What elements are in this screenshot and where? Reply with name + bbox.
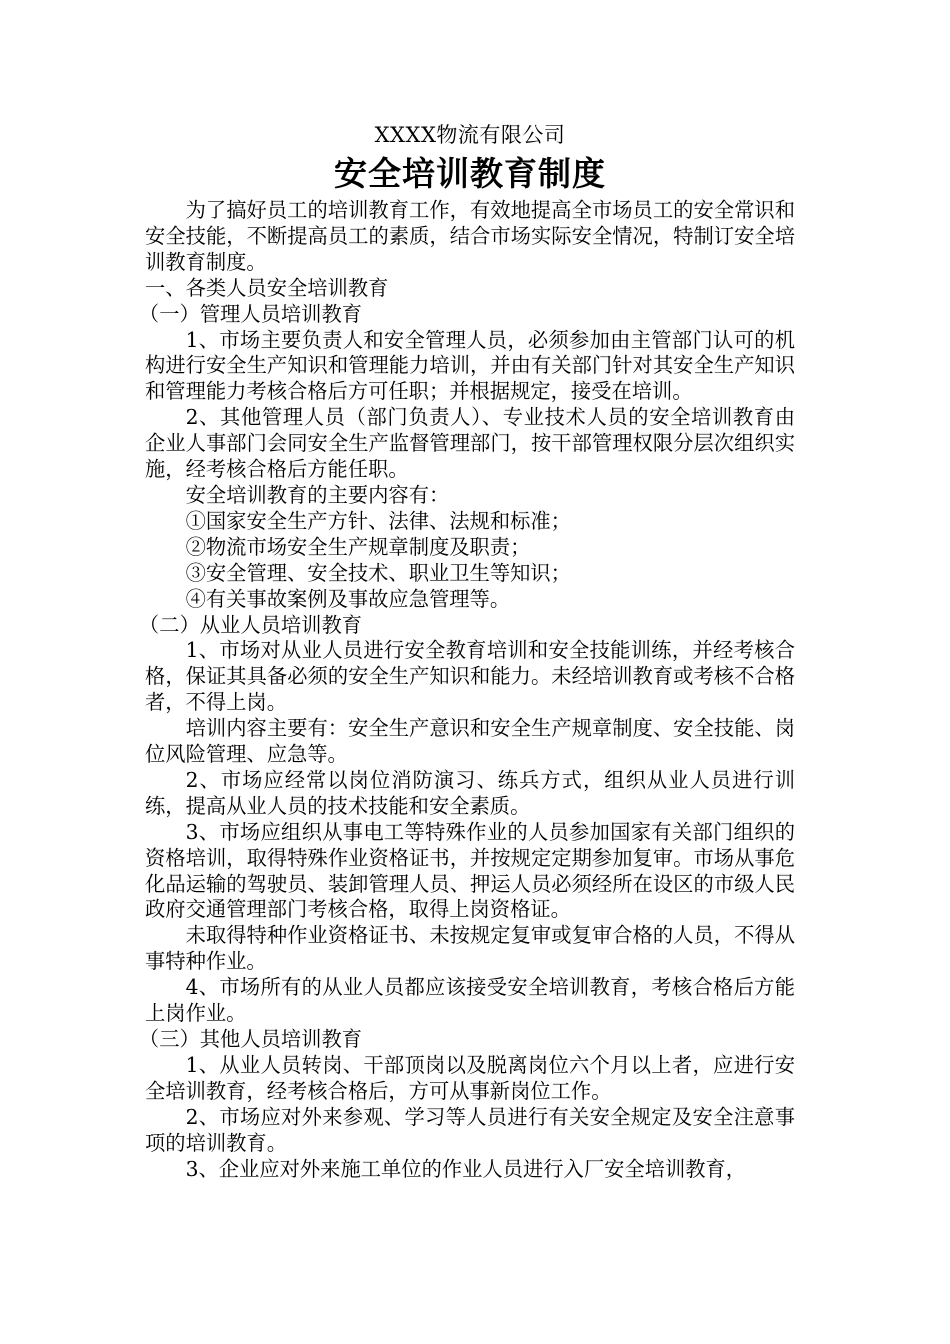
- body-paragraph: 3、市场应组织从事电工等特殊作业的人员参加国家有关部门组织的资格培训，取得特殊作业资格证书，并按规定定期参加复审。市场从事危化品运输的驾驶员、装卸管理人员、押运人员必须经所在设区的市级人民政府交通管理部门考核合格，取得上岗资格证。: [145, 819, 795, 922]
- body-paragraph: ③安全管理、安全技术、职业卫生等知识；: [185, 560, 571, 585]
- company-name: XXXX物流有限公司: [374, 123, 566, 147]
- subsection-heading: （二）从业人员培训教育: [138, 612, 363, 637]
- body-paragraph: 2、其他管理人员（部门负责人）、专业技术人员的安全培训教育由企业人事部门会同安全生产监督管理部门，按干部管理权限分层次组织实施，经考核合格后方能任职。: [145, 405, 795, 482]
- body-paragraph: ④有关事故案例及事故应急管理等。: [185, 586, 511, 611]
- section-heading: 一、各类人员安全培训教育: [145, 275, 389, 300]
- document-page: [138, 120, 795, 1182]
- body-paragraph: 3、企业应对外来施工单位的作业人员进行入厂安全培训教育，: [185, 1156, 747, 1181]
- body-paragraph: 1、市场对从业人员进行安全教育培训和安全技能训练，并经考核合格，保证其具备必须的安全生产知识和能力。未经培训教育或考核不合格者，不得上岗。: [145, 638, 795, 715]
- body-paragraph: 4、市场所有的从业人员都应该接受安全培训教育，考核合格后方能上岗作业。: [145, 975, 795, 1026]
- body-paragraph: 2、市场应对外来参观、学习等人员进行有关安全规定及安全注意事项的培训教育。: [145, 1104, 795, 1155]
- body-paragraph: 未取得特种作业资格证书、未按规定复审或复审合格的人员，不得从事特种作业。: [145, 923, 795, 974]
- body-paragraph: ①国家安全生产方针、法律、法规和标准；: [185, 508, 571, 533]
- subsection-heading: （一）管理人员培训教育: [138, 301, 363, 326]
- body-paragraph: 培训内容主要有：安全生产意识和安全生产规章制度、安全技能、岗位风险管理、应急等。: [145, 716, 795, 767]
- body-paragraph: 安全培训教育的主要内容有：: [185, 482, 450, 507]
- body-paragraph: 1、从业人员转岗、干部顶岗以及脱离岗位六个月以上者，应进行安全培训教育，经考核合格后，方可从事新岗位工作。: [145, 1052, 795, 1103]
- document-body: [138, 198, 795, 1182]
- body-paragraph: 为了搞好员工的培训教育工作，有效地提高全市场员工的安全常识和安全技能，不断提高员工的素质，结合市场实际安全情况，特制订安全培训教育制度。: [145, 198, 795, 274]
- body-paragraph: 1、市场主要负责人和安全管理人员，必须参加由主管部门认可的机构进行安全生产知识和管理能力培训，并由有关部门针对其安全生产知识和管理能力考核合格后方可任职；并根据规定，接受在培训。: [145, 327, 795, 404]
- subsection-heading: （三）其他人员培训教育: [138, 1027, 363, 1051]
- body-paragraph: ②物流市场安全生产规章制度及职责；: [185, 534, 531, 559]
- body-paragraph: 2、市场应经常以岗位消防演习、练兵方式，组织从业人员进行训练，提高从业人员的技术技能和安全素质。: [145, 767, 795, 818]
- document-title: 安全培训教育制度: [334, 154, 606, 193]
